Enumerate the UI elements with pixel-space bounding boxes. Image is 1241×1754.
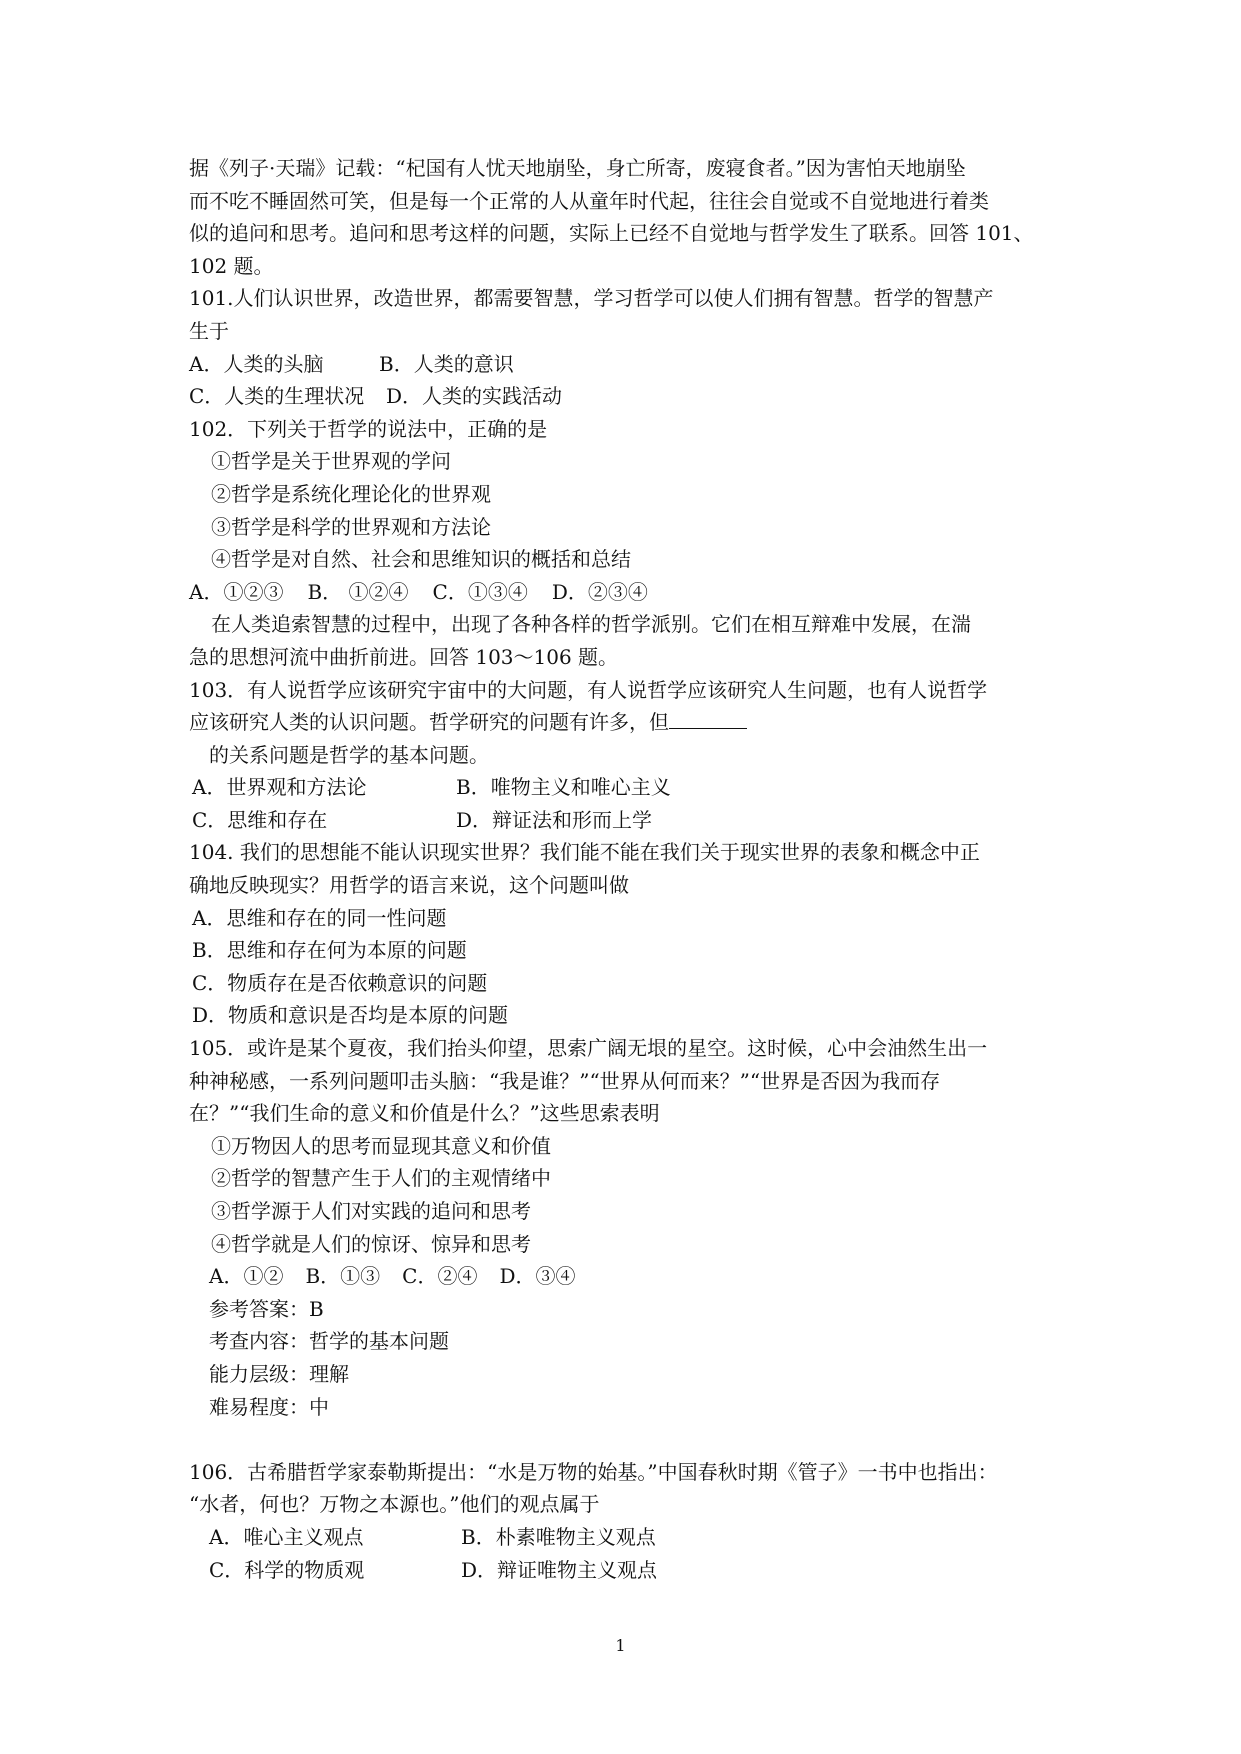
option-c: C．②④ [402, 1264, 478, 1289]
reference-answer: 参考答案：B [209, 1296, 324, 1321]
question-stem: 确地反映现实？用哲学的语言来说，这个问题叫做 [189, 873, 629, 898]
question-105 [189, 1032, 1054, 1423]
paragraph-line: 似的追问和思考。追问和思考这样的问题，实际上已经不自觉地与哲学发生了联系。回答 101、 [189, 221, 1034, 246]
intro-paragraph [189, 608, 1054, 673]
question-stem: “水者，何也？万物之本源也。”他们的观点属于 [189, 1492, 600, 1517]
question-stem: 106．古希腊哲学家泰勒斯提出：“水是万物的始基。”中国春秋时期《管子》一书中也指出： [189, 1459, 998, 1484]
option-b: B．唯物主义和唯心主义 [456, 775, 671, 800]
option-row [189, 576, 1054, 609]
option-c: C．①③④ [432, 579, 528, 604]
page-content [189, 152, 1054, 1586]
option-row [189, 1554, 1054, 1587]
statement-item: ④哲学是对自然、社会和思维知识的概括和总结 [211, 547, 631, 572]
paragraph-line: 而不吃不睡固然可笑，但是每一个正常的人从童年时代起，往往会自觉或不自觉地进行着类 [189, 188, 989, 213]
option-a: A．①② [209, 1264, 284, 1289]
option-c: C．物质存在是否依赖意识的问题 [192, 970, 488, 995]
blank-line [189, 1423, 1054, 1456]
option-b: B．朴素唯物主义观点 [461, 1524, 656, 1549]
stem-text: 应该研究人类的认识问题。哲学研究的问题有许多，但 [189, 710, 669, 735]
option-c: C．思维和存在 [192, 807, 328, 832]
option-d: D．人类的实践活动 [386, 384, 563, 409]
statement-item: ②哲学是系统化理论化的世界观 [211, 481, 491, 506]
question-stem: 在？”“我们生命的意义和价值是什么？”这些思索表明 [189, 1101, 660, 1126]
option-c: C．科学的物质观 [209, 1557, 365, 1582]
question-101 [189, 282, 1054, 412]
statement-item: ①万物因人的思考而显现其意义和价值 [211, 1133, 551, 1158]
answer-blank [669, 708, 747, 729]
question-stem: 的关系问题是哲学的基本问题。 [209, 742, 489, 767]
option-row [189, 804, 1054, 837]
option-row [189, 380, 1054, 413]
question-stem: 104. 我们的思想能不能认识现实世界？我们能不能在我们关于现实世界的表象和概念中正 [189, 840, 980, 865]
question-106 [189, 1456, 1054, 1586]
option-d: D．③④ [499, 1264, 576, 1289]
tested-content: 考查内容：哲学的基本问题 [209, 1329, 449, 1354]
option-row [189, 771, 1054, 804]
question-103 [189, 674, 1054, 837]
question-stem: 101.人们认识世界，改造世界，都需要智慧，学习哲学可以使人们拥有智慧。哲学的智慧产 [189, 286, 994, 311]
page-number: 1 [615, 1636, 626, 1655]
statement-item: ④哲学就是人们的惊讶、惊异和思考 [211, 1231, 531, 1256]
option-a: A．唯心主义观点 [209, 1524, 364, 1549]
question-102 [189, 413, 1054, 609]
question-104 [189, 836, 1054, 1032]
option-row [189, 348, 1054, 381]
paragraph-line: 急的思想河流中曲折前进。回答 103～106 题。 [189, 644, 619, 669]
option-a: A．人类的头脑 [189, 351, 324, 376]
question-stem: 生于 [189, 318, 229, 343]
paragraph-line: 据《列子·天瑞》记载：“杞国有人忧天地崩坠，身亡所寄，废寝食者。”因为害怕天地崩坠 [189, 156, 966, 180]
option-row [189, 1260, 1054, 1293]
statement-item: ②哲学的智慧产生于人们的主观情绪中 [211, 1166, 551, 1191]
option-d: D．辩证法和形而上学 [456, 807, 653, 832]
paragraph-line: 102 题。 [189, 253, 274, 278]
option-a: A．世界观和方法论 [192, 775, 367, 800]
intro-paragraph [189, 152, 1054, 282]
paragraph-line: 在人类追索智慧的过程中，出现了各种各样的哲学派别。它们在相互辩难中发展，在湍 [211, 612, 971, 637]
option-d: D．②③④ [551, 579, 648, 604]
question-stem: 种神秘感，一系列问题叩击头脑：“我是谁？”“世界从何而来？”“世界是否因为我而存 [189, 1068, 941, 1093]
ability-level: 能力层级：理解 [209, 1361, 349, 1386]
option-d: D．物质和意识是否均是本原的问题 [192, 1003, 509, 1028]
statement-item: ③哲学是科学的世界观和方法论 [211, 514, 491, 539]
option-b: B．人类的意识 [379, 351, 514, 376]
question-stem: 102．下列关于哲学的说法中，正确的是 [189, 416, 548, 441]
option-b: B．思维和存在何为本原的问题 [192, 938, 467, 963]
option-a: A．思维和存在的同一性问题 [192, 905, 447, 930]
option-b: B． ①②④ [307, 579, 409, 604]
question-stem: 103．有人说哲学应该研究宇宙中的大问题，有人说哲学应该研究人生问题，也有人说哲学 [189, 677, 988, 702]
option-row [189, 1521, 1054, 1554]
option-d: D．辩证唯物主义观点 [461, 1557, 658, 1582]
statement-item: ①哲学是关于世界观的学问 [211, 449, 451, 474]
statement-item: ③哲学源于人们对实践的追问和思考 [211, 1199, 531, 1223]
question-stem: 105．或许是某个夏夜，我们抬头仰望，思索广阔无垠的星空。这时候，心中会油然生出一 [189, 1036, 988, 1061]
option-c: C．人类的生理状况 [189, 384, 365, 409]
question-stem [189, 706, 1054, 739]
option-b: B．①③ [305, 1264, 381, 1289]
difficulty-level: 难易程度：中 [209, 1394, 329, 1419]
option-a: A．①②③ [189, 579, 284, 604]
